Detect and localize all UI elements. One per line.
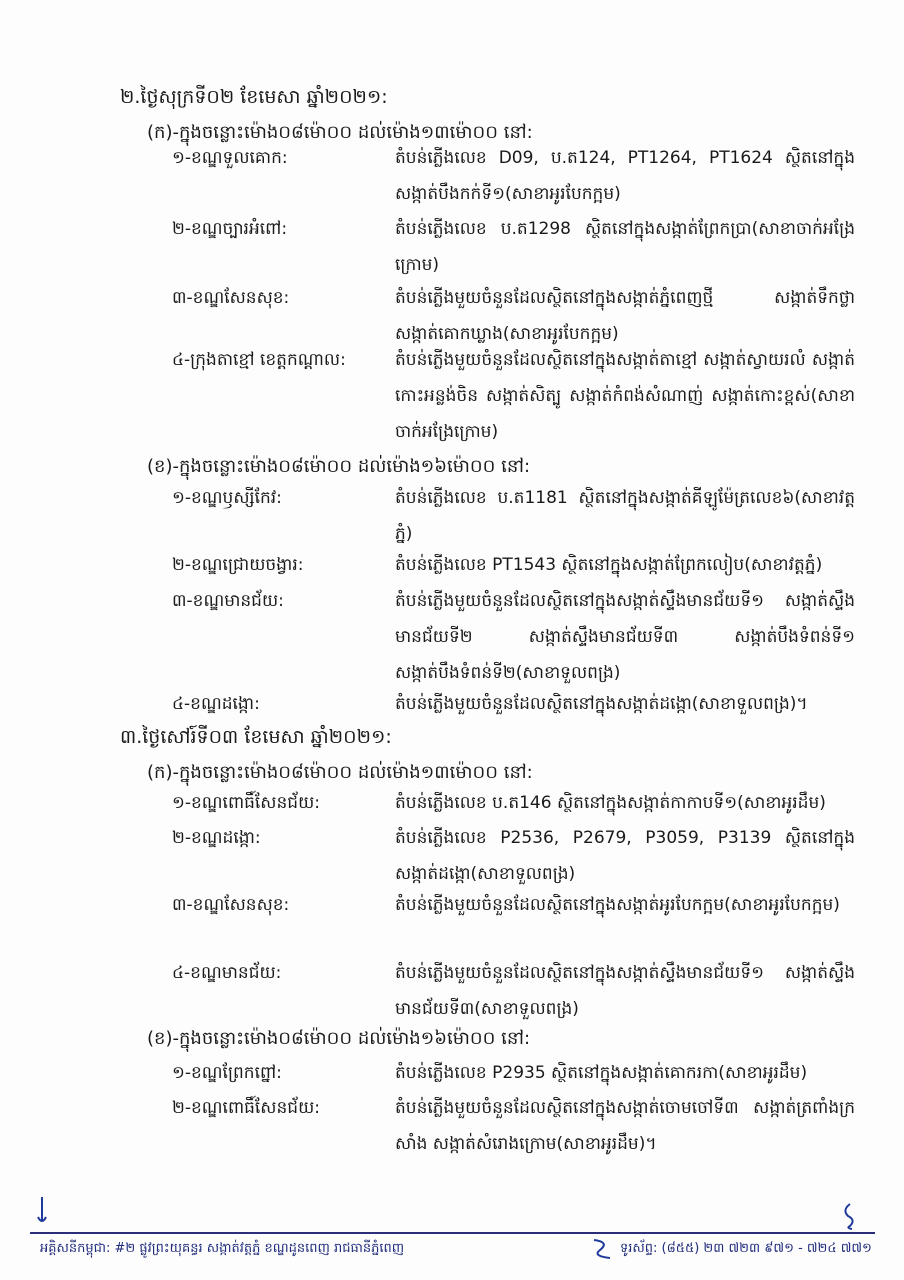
district-description: តំបន់ភ្លើងលេខ ប.ត1181 ស្ថិតនៅក្នុងសង្កាត់គីឡូម៉ែត្រលេខ៦(សាខាវត្តភ្នំ) [395, 488, 855, 544]
district-description: តំបន់ភ្លើងមួយចំនួនដែលស្ថិតនៅក្នុងសង្កាត់ដង្កោ(សាខាទួលពង្រ)។ [395, 694, 808, 714]
period-heading: (ក)-ក្នុងចន្លោះម៉ោង០៨ម៉ោ០០ ដល់ម៉ោង១៣ម៉ោ០០ នៅ: [147, 122, 533, 143]
period-heading: (ខ)-ក្នុងចន្លោះម៉ោង០៨ម៉ោ០០ ដល់ម៉ោង១៦ម៉ោ០០ នៅ: [147, 1028, 531, 1049]
district-name: ៤-ក្រុងតាខ្មៅ ខេត្តកណ្តាល: [172, 350, 346, 370]
district-name: ១-ខណ្ឌឫស្សីកែវ: [172, 488, 282, 508]
period-heading: (ក)-ក្នុងចន្លោះម៉ោង០៨ម៉ោ០០ ដល់ម៉ោង១៣ម៉ោ០០ នៅ: [147, 762, 533, 783]
footer-phone: ទូរស័ព្ទ: (៨៥៥) ២៣ ៧២៣ ៩៧១ - ៧២៤ ៧៧១ [620, 1241, 872, 1256]
district-description: តំបន់ភ្លើងមួយចំនួនដែលស្ថិតនៅក្នុងសង្កាត់អូរបែកក្អម(សាខាអូរបែកក្អម) [395, 895, 840, 915]
district-description: តំបន់ភ្លើងលេខ ប.ត1298 ស្ថិតនៅក្នុងសង្កាត់ព្រែកប្រា(សាខាចាក់អង្រែក្រោម) [395, 219, 855, 275]
district-name: ២-ខណ្ឌច្បារអំពៅ: [172, 219, 288, 239]
footer-address: អគ្គិសនីកម្ពុជា: #២ ផ្លូវព្រះយុគន្ធរ សង្កាត់វត្តភ្នំ ខណ្ឌដូនពេញ រាជធានីភ្នំពេញ [40, 1241, 405, 1256]
district-description: តំបន់ភ្លើងលេខ P2536, P2679, P3059, P3139 ស្ថិតនៅក្នុងសង្កាត់ដង្កោ(សាខាទួលពង្រ) [395, 828, 855, 884]
district-description: តំបន់ភ្លើងមួយចំនួនដែលស្ថិតនៅក្នុងសង្កាត់ភ្នំពេញថ្មី សង្កាត់ទឹកថ្លា សង្កាត់គោកឃ្លាង(សាខាអូរបែកក្អម) [395, 288, 855, 344]
district-description: តំបន់ភ្លើងលេខ PT1543 ស្ថិតនៅក្នុងសង្កាត់ព្រែកលៀប(សាខាវត្តភ្នំ) [395, 555, 823, 575]
district-name: ២-ខណ្ឌដង្កោ: [172, 828, 261, 848]
district-name: ៣-ខណ្ឌសែនសុខ: [172, 895, 290, 915]
initial-mark-footer [590, 1236, 614, 1260]
district-description: តំបន់ភ្លើងលេខ P2935 ស្ថិតនៅក្នុងសង្កាត់គោករកា(សាខាអូរដឹម) [395, 1063, 808, 1083]
initial-mark-right [838, 1202, 862, 1230]
district-name: ៣-ខណ្ឌសែនសុខ: [172, 288, 290, 308]
district-name: ១-ខណ្ឌទួលគោក: [172, 148, 288, 168]
district-name: ២-ខណ្ឌជ្រោយចង្វារ: [172, 555, 304, 575]
district-description: តំបន់ភ្លើងមួយចំនួនដែលស្ថិតនៅក្នុងសង្កាត់ចោមចៅទី៣ សង្កាត់ត្រពាំងក្រសាំង សង្កាត់សំរោងក្រោម(សាខាអូរដឹម)។ [395, 1098, 855, 1154]
initial-mark-left [36, 1195, 48, 1225]
district-name: ២-ខណ្ឌពោធិ៍សែនជ័យ: [172, 1098, 320, 1118]
district-description: តំបន់ភ្លើងមួយចំនួនដែលស្ថិតនៅក្នុងសង្កាត់ស្ទឹងមានជ័យទី១ សង្កាត់ស្ទឹងមានជ័យទី៣(សាខាទួលពង្រ) [395, 963, 855, 1019]
district-description: តំបន់ភ្លើងលេខ D09, ប.ត124, PT1264, PT1624 ស្ថិតនៅក្នុងសង្កាត់បឹងកក់ទី១(សាខាអូរបែកក្អម) [395, 148, 855, 204]
day-heading: ៣.ថ្ងៃសៅរ៍ទី០៣ ខែមេសា ឆ្នាំ២០២១: [120, 726, 392, 748]
footer-divider [30, 1232, 875, 1234]
district-name: ៤-ខណ្ឌមានជ័យ: [172, 963, 282, 983]
district-name: ១-ខណ្ឌពោធិ៍សែនជ័យ: [172, 793, 320, 813]
district-name: ៣-ខណ្ឌមានជ័យ: [172, 591, 284, 611]
day-heading: ២.ថ្ងៃសុក្រទី០២ ខែមេសា ឆ្នាំ២០២១: [120, 86, 388, 108]
district-name: ៤-ខណ្ឌដង្កោ: [172, 694, 260, 714]
district-description: តំបន់ភ្លើងមួយចំនួនដែលស្ថិតនៅក្នុងសង្កាត់តាខ្មៅ សង្កាត់ស្វាយរលំ សង្កាត់កោះអន្លង់ចិន សង្កាត់សិត្បូ សង្កាត់កំពង់សំណាញ់ សង្កាត់កោះខ្ពស់(សាខាចាក់អង្រែក្រោម) [395, 350, 855, 442]
district-description: តំបន់ភ្លើងលេខ ប.ត146 ស្ថិតនៅក្នុងសង្កាត់កាកាបទី១(សាខាអូរដឹម) [395, 793, 826, 813]
district-name: ១-ខណ្ឌព្រែកព្នៅ: [172, 1063, 282, 1083]
district-description: តំបន់ភ្លើងមួយចំនួនដែលស្ថិតនៅក្នុងសង្កាត់ស្ទឹងមានជ័យទី១ សង្កាត់ស្ទឹងមានជ័យទី២ សង្កាត់ស្ទឹងមានជ័យទី៣ សង្កាត់បឹងទំពន់ទី១ សង្កាត់បឹងទំពន់ទី២(សាខាទួលពង្រ) [395, 591, 855, 683]
period-heading: (ខ)-ក្នុងចន្លោះម៉ោង០៨ម៉ោ០០ ដល់ម៉ោង១៦ម៉ោ០០ នៅ: [147, 456, 531, 477]
